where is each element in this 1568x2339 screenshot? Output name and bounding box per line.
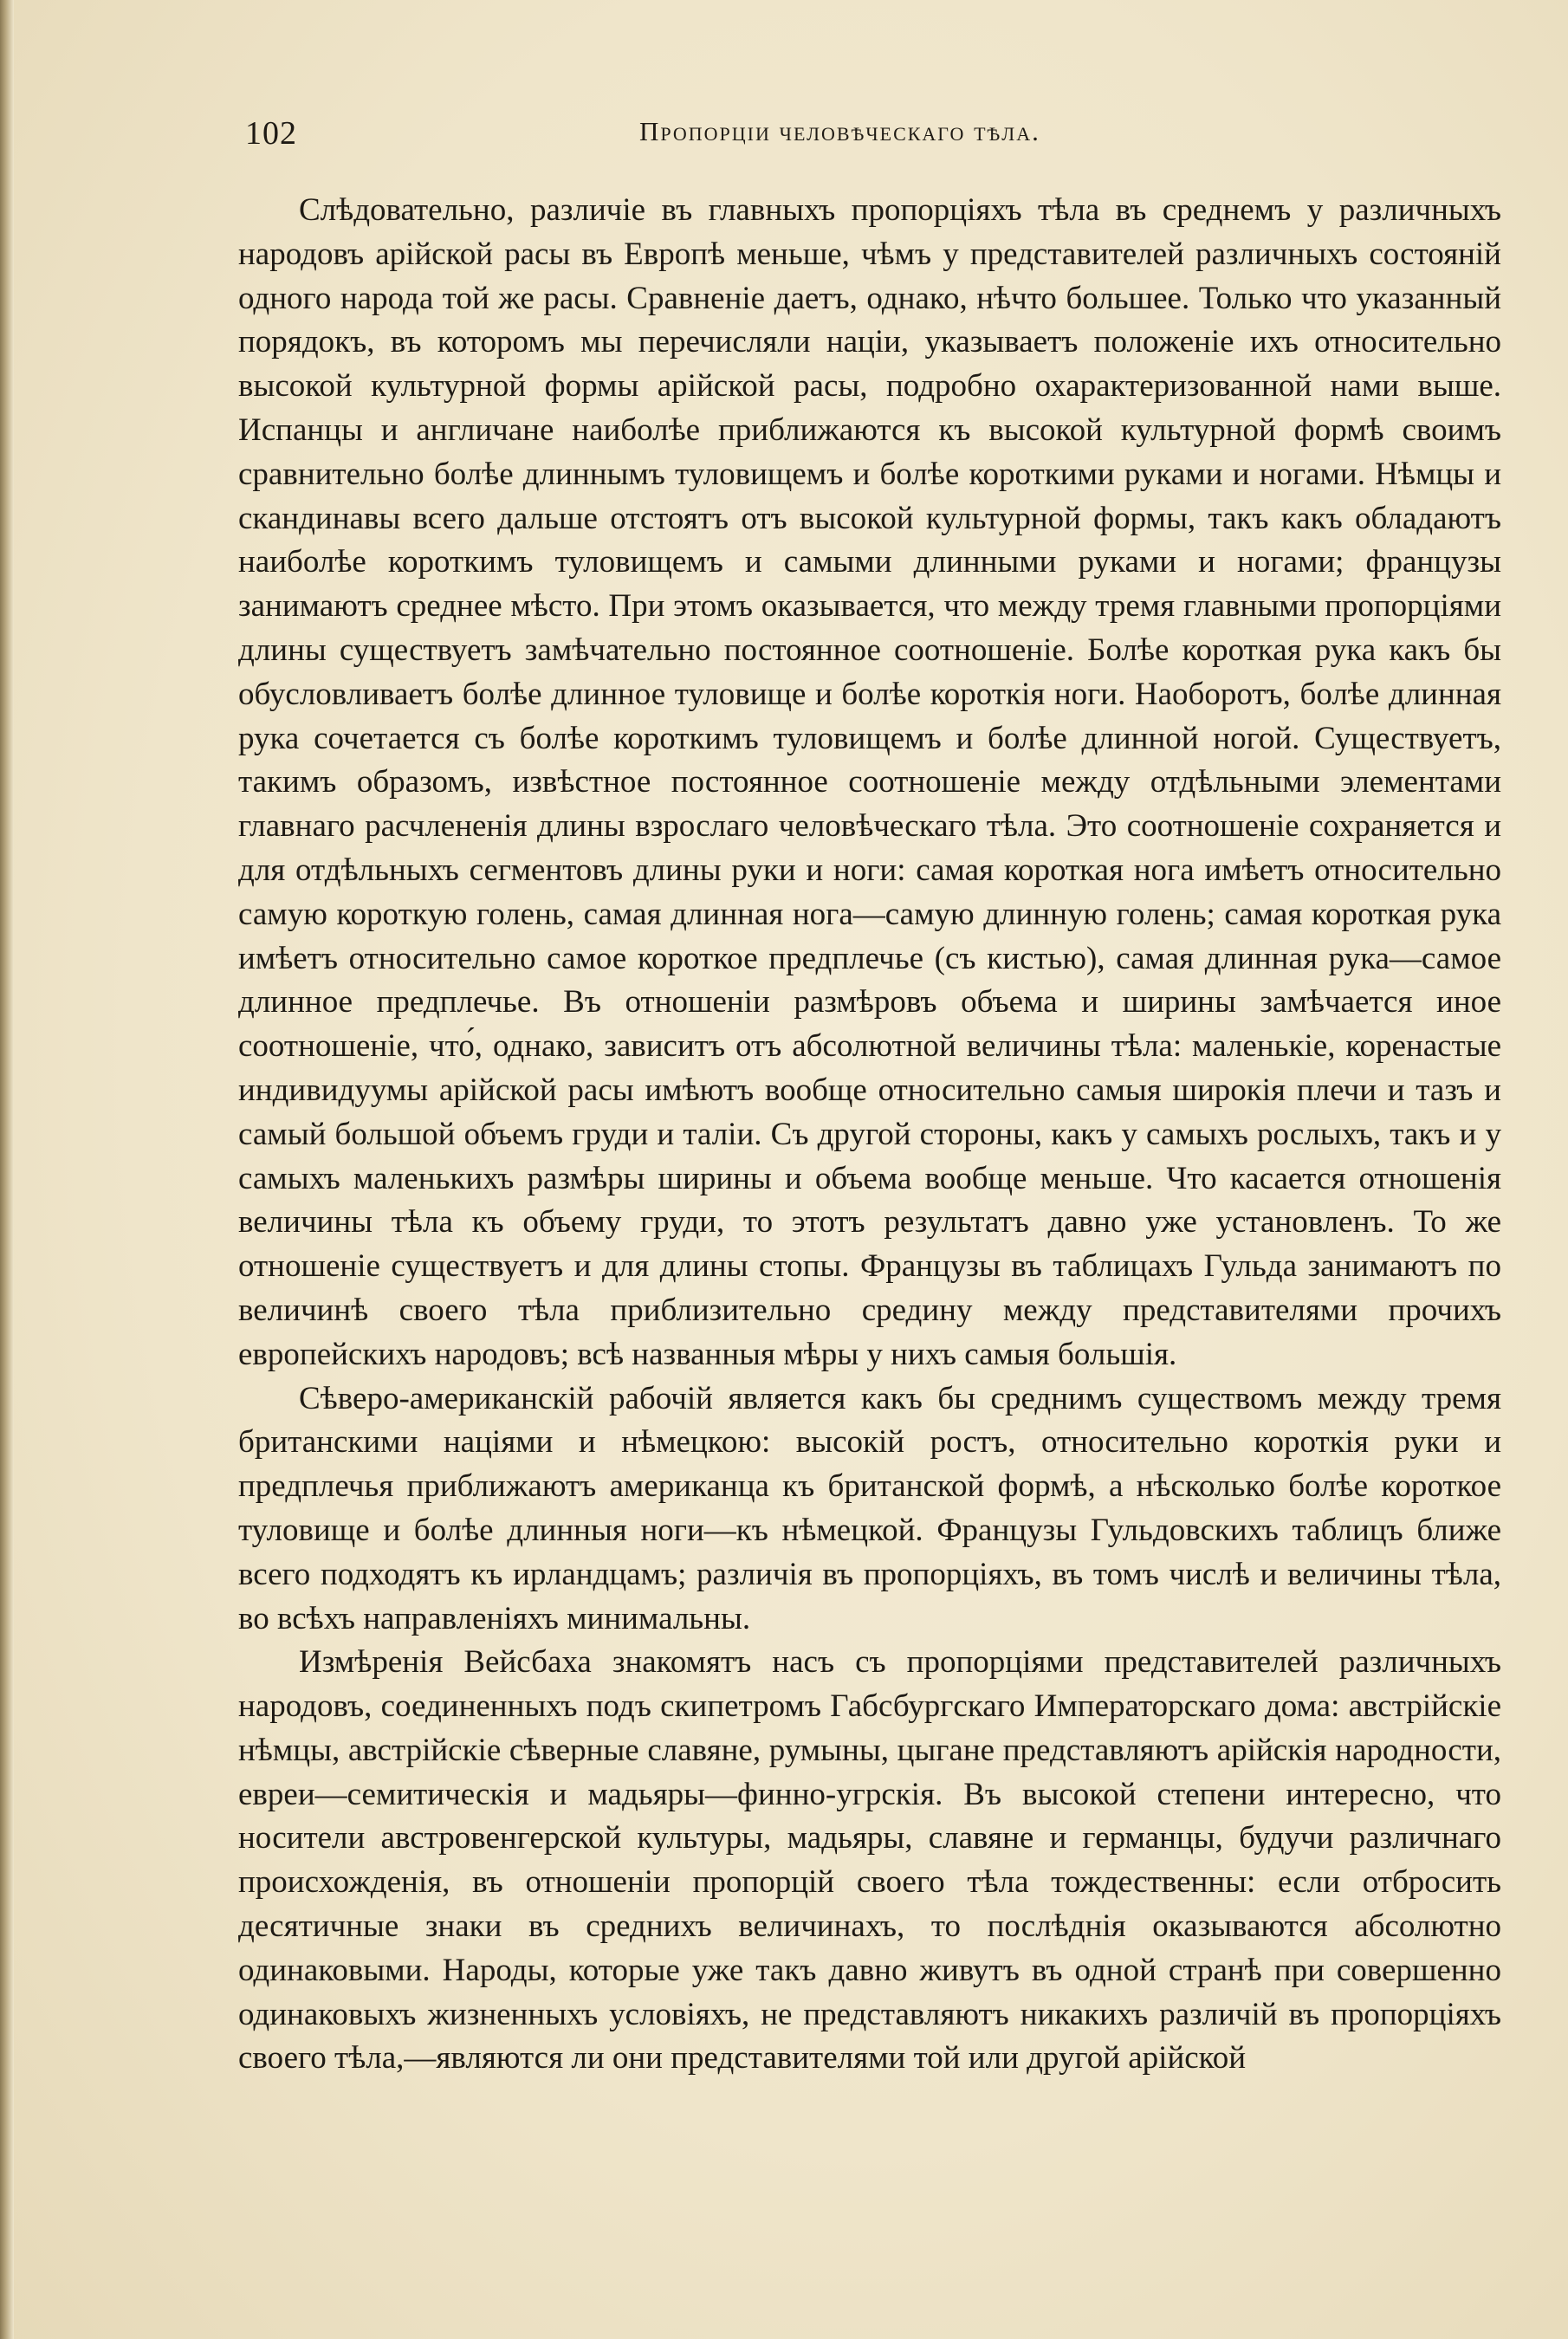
running-title: Пропорціи человѣческаго тѣла. <box>639 116 1040 146</box>
page-header <box>245 114 1501 166</box>
body-text <box>238 189 1501 2081</box>
paragraph: Слѣдовательно, различіе въ главныхъ пропорціяхъ тѣла въ среднемъ у различныхъ народовъ арійской расы въ Европѣ меньше, чѣмъ у представителей различныхъ состояній одного народа той же расы. Сравненіе даетъ, однако, нѣчто большее. Только что указанный порядокъ, въ которомъ мы перечисляли націи, указываетъ положеніе ихъ относительно высокой культурной формы арійской расы, подробно охарактеризованной нами выше. Испанцы и англичане наиболѣе приближаются къ высокой культурной формѣ своимъ сравнительно болѣе длиннымъ туловищемъ и болѣе короткими руками и ногами. Нѣмцы и скандинавы всего дальше отстоятъ отъ высокой культурной формы, такъ какъ обладаютъ наиболѣе короткимъ туловищемъ и самыми длинными руками и ногами; французы занимаютъ среднее мѣсто. При этомъ оказывается, что между тремя главными пропорціями длины существуетъ замѣчательно постоянное соотношеніе. Болѣе короткая рука какъ бы обусловливаетъ болѣе длинное туловище и болѣе короткія ноги. Наоборотъ, болѣе длинная рука сочетается съ болѣе короткимъ туловищемъ и болѣе длинной ногой. Существуетъ, такимъ образомъ, извѣстное постоянное соотношеніе между отдѣльными элементами главнаго расчлененія длины взрослаго человѣческаго тѣла. Это соотношеніе сохраняется и для отдѣльныхъ сегментовъ длины руки и ноги: самая короткая нога имѣетъ относительно самую короткую голень, самая длинная нога—самую длинную голень; самая короткая рука имѣетъ относительно самое короткое предплечье (съ кистью), самая длинная рука—самое длинное предплечье. Въ отношеніи размѣровъ объема и ширины замѣчается иное соотношеніе, что́, однако, зависитъ отъ абсолютной величины тѣла: маленькіе, коренастые индивидуумы арійской расы имѣютъ вообще относительно самыя широкія плечи и тазъ и самый большой объемъ груди и таліи. Съ другой стороны, какъ у самыхъ рослыхъ, такъ и у самыхъ маленькихъ размѣры ширины и объема вообще меньше. Что касается отношенія величины тѣла къ объему груди, то этотъ результатъ давно уже установленъ. То же отношеніе существуетъ и для длины стопы. Французы въ таблицахъ Гульда занимаютъ по величинѣ своего тѣла приблизительно средину между представителями прочихъ европейскихъ народовъ; всѣ названныя мѣры у нихъ самыя большія. <box>238 192 1501 1372</box>
page-number: 102 <box>245 115 297 152</box>
paragraph: Измѣренія Вейсбаха знакомятъ насъ съ пропорціями представителей различныхъ народовъ, соединенныхъ подъ скипетромъ Габсбургскаго Императорскаго дома: австрійскіе нѣмцы, австрійскіе сѣверные славяне, румыны, цыгане представляютъ арійскія народности, евреи—семитическія и мадьяры—финно-угрскія. Въ высокой степени интересно, что носители австровенгерской культуры, мадьяры, славяне и германцы, будучи различнаго происхожденія, въ отношеніи пропорцій своего тѣла тождественны: если отбросить десятичные знаки въ среднихъ величинахъ, то послѣднія оказываются абсолютно одинаковыми. Народы, которые уже такъ давно живутъ въ одной странѣ при совершенно одинаковыхъ жизненныхъ условіяхъ, не представляютъ никакихъ различій въ пропорціяхъ своего тѣла,—являются ли они представителями той или другой арійской <box>238 1644 1501 2077</box>
paragraph: Сѣверо-американскій рабочій является какъ бы среднимъ существомъ между тремя британскими націями и нѣмецкою: высокій ростъ, относительно короткія руки и предплечья приближаютъ американца къ британской формѣ, а нѣсколько болѣе короткое туловище и болѣе длинныя ноги—къ нѣмецкой. Французы Гульдовскихъ таблицъ ближе всего подходятъ къ ирландцамъ; различія въ пропорціяхъ, въ томъ числѣ и величины тѣла, во всѣхъ направленіяхъ минимальны. <box>238 1380 1501 1636</box>
page-edge-shadow <box>0 0 14 2339</box>
